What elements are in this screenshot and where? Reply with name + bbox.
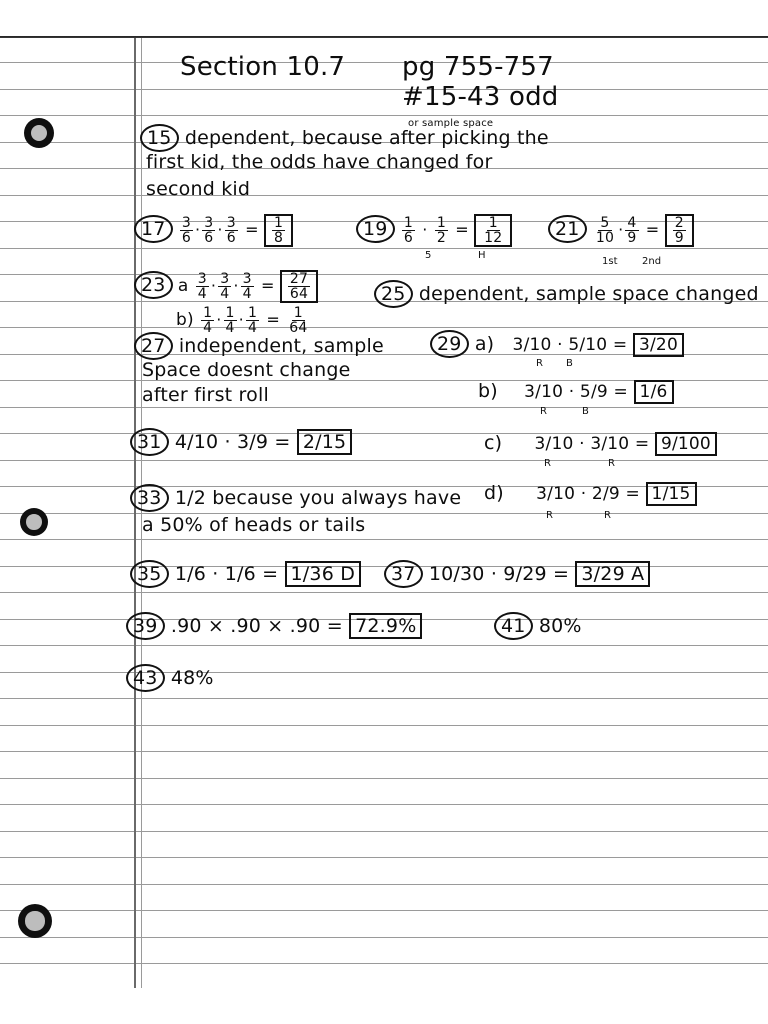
problem-37 (384, 560, 650, 588)
ruled-line (0, 274, 768, 275)
expression: .90 × .90 × .90 = (170, 615, 343, 637)
problem-15-line2: first kid, the odds have changed for (146, 151, 493, 173)
expression: 3/10 (524, 382, 564, 402)
label-r: R (544, 458, 551, 469)
problem-27-text: independent, sample (178, 335, 384, 357)
ruled-line (0, 698, 768, 699)
margin-line-secondary (141, 38, 142, 988)
fraction: $\frac{3}{4}$ (220, 271, 230, 302)
problem-number: 33 (130, 484, 169, 512)
ruled-line (0, 115, 768, 116)
ruled-line (0, 937, 768, 938)
scan-bottom-margin (0, 988, 768, 1024)
answer: 48% (170, 667, 214, 689)
problem-number: 37 (384, 560, 423, 588)
ruled-line (0, 62, 768, 63)
problem-number: 15 (140, 124, 179, 152)
ruled-line (0, 645, 768, 646)
ruled-line (0, 857, 768, 858)
problem-43 (126, 664, 214, 692)
fraction: $\frac{1}{4}$ (203, 305, 213, 336)
problem-19: 19 $\frac{1}{6}$ · $\frac{1}{2}$ = $\frac{1}{12}$ (356, 214, 512, 247)
scan-top-margin (0, 0, 768, 38)
ruled-line (0, 407, 768, 408)
binder-hole-bottom (18, 904, 52, 938)
expression: 3/10 (534, 434, 574, 454)
problem-number: 43 (126, 664, 165, 692)
ruled-line (0, 884, 768, 885)
problem-21: 21 $\frac{5}{10}$ · $\frac{4}{9}$ = $\frac{2}{9}$ (548, 214, 694, 247)
expression: 5/9 (579, 382, 608, 402)
problem-number: 17 (134, 215, 173, 243)
fraction: $\frac{1}{4}$ (225, 305, 235, 336)
fraction: $\frac{3}{4}$ (242, 271, 252, 302)
answer-box: 2/15 (297, 429, 352, 455)
label-r: R (604, 510, 611, 521)
label-r: R (536, 358, 543, 369)
problem-33-line1 (130, 484, 461, 512)
fraction: $\frac{1}{64}$ (289, 305, 308, 336)
problem-number: 23 (134, 271, 173, 299)
ruled-line (0, 804, 768, 805)
answer-box: 1/36 D (285, 561, 362, 587)
ruled-line (0, 831, 768, 832)
problem-19-label2: H (478, 250, 486, 261)
part-label: a) (474, 333, 495, 355)
answer-box: 1/6 (634, 380, 674, 404)
problem-number: 39 (126, 612, 165, 640)
problem-25 (374, 280, 759, 308)
fraction: $\frac{5}{10}$ (595, 215, 615, 246)
ruled-line (0, 327, 768, 328)
answer-box: $\frac{2}{9}$ (665, 214, 694, 247)
problem-number: 27 (134, 332, 173, 360)
label-r: R (540, 406, 547, 417)
problem-number: 41 (494, 612, 533, 640)
problem-23a: 23 a $\frac{3}{4}$ · $\frac{3}{4}$ · $\frac{3}{4}$ = $\frac{27}{64}$ (134, 270, 318, 303)
problem-29a: 29 a) 3/10 · 5/10 = 3/20 (430, 330, 684, 358)
expression: 3/10 (590, 434, 630, 454)
problem-21-label1: 1st (602, 256, 618, 267)
ruled-line (0, 910, 768, 911)
problem-27-line1 (134, 332, 384, 360)
problem-31 (130, 428, 352, 456)
problem-17: 17 $\frac{3}{6}$ · $\frac{3}{6}$ · $\frac{3}{6}$ = $\frac{1}{8}$ (134, 214, 293, 247)
problem-35 (130, 560, 361, 588)
problem-39 (126, 612, 422, 640)
expression: 5/10 (568, 335, 608, 355)
expression: 10/30 · 9/29 = (428, 563, 570, 585)
answer-box: 3/20 (633, 333, 684, 357)
answer-box: 3/29 A (575, 561, 650, 587)
notebook-page (0, 38, 768, 988)
answer-box: $\frac{1}{8}$ (264, 214, 293, 247)
ruled-line (0, 539, 768, 540)
answer-box: 9/100 (655, 432, 717, 456)
problem-29d: d) 3/10 · 2/9 = 1/15 (484, 482, 697, 506)
expression: 4/10 · 3/9 = (174, 431, 291, 453)
part-label: b) (478, 380, 498, 402)
margin-line (134, 38, 136, 988)
problem-41 (494, 612, 582, 640)
ruled-line (0, 592, 768, 593)
label-r: R (608, 458, 615, 469)
problem-number: 25 (374, 280, 413, 308)
fraction: $\frac{3}{6}$ (181, 215, 191, 246)
problem-27-line2: Space doesnt change (142, 359, 351, 381)
fraction: $\frac{3}{6}$ (226, 215, 236, 246)
problem-29b: b) 3/10 · 5/9 = 1/6 (478, 380, 674, 404)
expression: 3/10 (512, 335, 552, 355)
page-range: pg 755-757 (402, 52, 554, 82)
problem-21-label2: 2nd (642, 256, 662, 267)
problem-29c: c) 3/10 · 3/10 = 9/100 (484, 432, 717, 456)
problem-33-line2: a 50% of heads or tails (142, 514, 366, 536)
fraction: $\frac{3}{6}$ (204, 215, 214, 246)
fraction: $\frac{3}{4}$ (197, 271, 207, 302)
label-r: R (546, 510, 553, 521)
fraction: $\frac{1}{4}$ (247, 305, 258, 336)
answer-box: 72.9% (349, 613, 422, 639)
problem-number: 19 (356, 215, 395, 243)
fraction: $\frac{1}{2}$ (436, 215, 446, 246)
answer: 80% (538, 615, 582, 637)
problem-23b: b) $\frac{1}{4}$ · $\frac{1}{4}$ · $\frac{1}{4}$ = $\frac{1}{64}$ (176, 305, 308, 336)
binder-hole-top (24, 118, 54, 148)
ruled-line (0, 778, 768, 779)
binder-hole-middle (20, 508, 48, 536)
ruled-line (0, 672, 768, 673)
answer-box: $\frac{27}{64}$ (280, 270, 318, 303)
part-label: a (177, 276, 189, 296)
expression: 2/9 (591, 484, 620, 504)
problem-number: 21 (548, 215, 587, 243)
fraction: $\frac{1}{6}$ (403, 215, 413, 246)
problem-number: 31 (130, 428, 169, 456)
ruled-line (0, 513, 768, 514)
problem-19-label1: 5 (425, 250, 432, 261)
problem-27-line3: after first roll (142, 384, 269, 406)
answer-box: 1/15 (646, 482, 697, 506)
ruled-line (0, 195, 768, 196)
part-label: b) (176, 310, 194, 330)
answer-box: $\frac{1}{12}$ (474, 214, 512, 247)
ruled-line (0, 963, 768, 964)
problem-25-text: dependent, sample space changed (418, 283, 759, 305)
label-b: B (566, 358, 573, 369)
problem-15-text: dependent, because after picking the (184, 127, 549, 149)
problem-number: 35 (130, 560, 169, 588)
ruled-line (0, 248, 768, 249)
problem-number: 29 (430, 330, 469, 358)
ruled-line (0, 460, 768, 461)
ruled-line (0, 89, 768, 90)
ruled-line (0, 751, 768, 752)
expression: 3/10 (536, 484, 576, 504)
part-label: c) (484, 432, 503, 454)
fraction: $\frac{4}{9}$ (627, 215, 637, 246)
problem-15-line3: second kid (146, 178, 251, 200)
problem-range: #15-43 odd (402, 82, 559, 112)
section-title: Section 10.7 (180, 52, 346, 82)
problem-33-text: 1/2 because you always have (174, 487, 462, 509)
label-b: B (582, 406, 589, 417)
problem-15-insert: or sample space (408, 118, 494, 129)
expression: 1/6 · 1/6 = (174, 563, 279, 585)
part-label: d) (484, 482, 504, 504)
ruled-line (0, 725, 768, 726)
